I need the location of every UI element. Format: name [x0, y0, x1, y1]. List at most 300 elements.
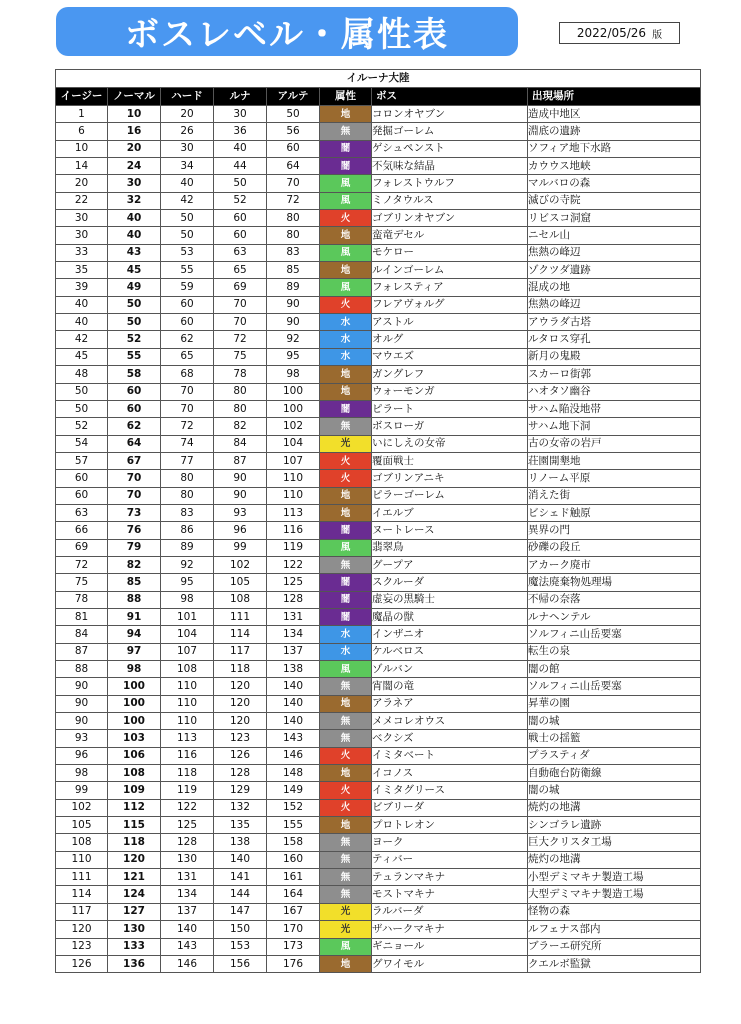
level-normal: 79 [108, 539, 161, 556]
level-normal: 60 [108, 383, 161, 400]
level-normal: 40 [108, 227, 161, 244]
level-ulti: 70 [267, 175, 320, 192]
level-luna: 114 [214, 626, 267, 643]
attribute-badge: 無 [320, 713, 372, 730]
location: ビシェド触原 [528, 504, 701, 521]
location: カウウス地峡 [528, 158, 701, 175]
level-hard: 42 [161, 192, 214, 209]
attribute-badge: 無 [320, 678, 372, 695]
table-row [56, 400, 701, 417]
table-row [56, 817, 701, 834]
attribute-badge: 闇 [320, 140, 372, 157]
level-normal: 50 [108, 296, 161, 313]
attribute-badge: 風 [320, 279, 372, 296]
location: 混成の地 [528, 279, 701, 296]
table-row [56, 591, 701, 608]
level-normal: 76 [108, 522, 161, 539]
level-ulti: 143 [267, 730, 320, 747]
boss-name: インザニオ [372, 626, 528, 643]
level-hard: 70 [161, 400, 214, 417]
attribute-badge: 風 [320, 938, 372, 955]
level-luna: 120 [214, 713, 267, 730]
level-easy: 60 [56, 487, 108, 504]
level-normal: 70 [108, 487, 161, 504]
attribute-badge: 地 [320, 227, 372, 244]
level-luna: 141 [214, 869, 267, 886]
level-easy: 20 [56, 175, 108, 192]
level-ulti: 119 [267, 539, 320, 556]
level-ulti: 56 [267, 123, 320, 140]
level-hard: 74 [161, 435, 214, 452]
boss-name: コロンオヤブン [372, 106, 528, 123]
level-easy: 66 [56, 522, 108, 539]
level-ulti: 158 [267, 834, 320, 851]
level-luna: 126 [214, 747, 267, 764]
location: 淵底の遺跡 [528, 123, 701, 140]
level-easy: 1 [56, 106, 108, 123]
level-hard: 143 [161, 938, 214, 955]
table-row [56, 470, 701, 487]
level-ulti: 161 [267, 869, 320, 886]
level-hard: 60 [161, 296, 214, 313]
table-row [56, 938, 701, 955]
level-ulti: 125 [267, 574, 320, 591]
level-easy: 123 [56, 938, 108, 955]
level-ulti: 89 [267, 279, 320, 296]
level-luna: 52 [214, 192, 267, 209]
table-row [56, 903, 701, 920]
attribute-badge: 水 [320, 314, 372, 331]
attribute-badge: 火 [320, 799, 372, 816]
boss-name: ウォーモンガ [372, 383, 528, 400]
level-hard: 50 [161, 227, 214, 244]
level-ulti: 176 [267, 955, 320, 972]
table-row [56, 574, 701, 591]
level-normal: 98 [108, 661, 161, 678]
level-hard: 89 [161, 539, 214, 556]
table-row [56, 626, 701, 643]
level-ulti: 107 [267, 452, 320, 469]
table-row [56, 851, 701, 868]
boss-name: ビブリーダ [372, 799, 528, 816]
level-normal: 124 [108, 886, 161, 903]
attribute-badge: 地 [320, 106, 372, 123]
version-box [559, 22, 680, 44]
level-luna: 30 [214, 106, 267, 123]
boss-name: ケルベロス [372, 643, 528, 660]
table-row [56, 886, 701, 903]
location: ソルフィニ山岳要塞 [528, 678, 701, 695]
boss-name: ザハークマキナ [372, 921, 528, 938]
level-hard: 95 [161, 574, 214, 591]
level-luna: 138 [214, 834, 267, 851]
attribute-badge: 無 [320, 886, 372, 903]
table-row [56, 713, 701, 730]
level-hard: 60 [161, 314, 214, 331]
location: 焼灼の地溝 [528, 799, 701, 816]
level-ulti: 128 [267, 591, 320, 608]
level-easy: 50 [56, 400, 108, 417]
table-row [56, 955, 701, 972]
level-normal: 88 [108, 591, 161, 608]
header-hard: ハード [161, 88, 214, 106]
level-ulti: 113 [267, 504, 320, 521]
level-easy: 45 [56, 348, 108, 365]
attribute-badge: 無 [320, 834, 372, 851]
boss-name: ガングレフ [372, 366, 528, 383]
attribute-badge: 無 [320, 869, 372, 886]
attribute-badge: 闇 [320, 522, 372, 539]
level-ulti: 173 [267, 938, 320, 955]
level-easy: 78 [56, 591, 108, 608]
level-hard: 104 [161, 626, 214, 643]
attribute-badge: 水 [320, 348, 372, 365]
level-normal: 97 [108, 643, 161, 660]
attribute-badge: 火 [320, 296, 372, 313]
level-normal: 62 [108, 418, 161, 435]
attribute-badge: 風 [320, 539, 372, 556]
attribute-badge: 地 [320, 366, 372, 383]
attribute-badge: 光 [320, 921, 372, 938]
attribute-badge: 闇 [320, 608, 372, 625]
level-luna: 72 [214, 331, 267, 348]
level-easy: 42 [56, 331, 108, 348]
level-hard: 107 [161, 643, 214, 660]
location: リビスコ洞窟 [528, 210, 701, 227]
boss-name: ミノタウルス [372, 192, 528, 209]
level-easy: 72 [56, 556, 108, 573]
level-normal: 55 [108, 348, 161, 365]
level-normal: 50 [108, 314, 161, 331]
level-normal: 85 [108, 574, 161, 591]
boss-name: オルグ [372, 331, 528, 348]
level-easy: 81 [56, 608, 108, 625]
location: ゾクツダ遺跡 [528, 262, 701, 279]
table-row [56, 556, 701, 573]
level-luna: 120 [214, 695, 267, 712]
boss-name: モケロー [372, 244, 528, 261]
boss-name: 虚妄の黒騎士 [372, 591, 528, 608]
level-luna: 123 [214, 730, 267, 747]
level-normal: 70 [108, 470, 161, 487]
boss-name: ゴブリンオヤブン [372, 210, 528, 227]
attribute-badge: 火 [320, 210, 372, 227]
level-ulti: 95 [267, 348, 320, 365]
level-normal: 108 [108, 765, 161, 782]
level-easy: 10 [56, 140, 108, 157]
table-row [56, 348, 701, 365]
level-luna: 82 [214, 418, 267, 435]
attribute-badge: 闇 [320, 158, 372, 175]
level-easy: 14 [56, 158, 108, 175]
level-ulti: 170 [267, 921, 320, 938]
attribute-badge: 水 [320, 643, 372, 660]
location: クエルボ監獄 [528, 955, 701, 972]
boss-name: アストル [372, 314, 528, 331]
table-row [56, 210, 701, 227]
level-ulti: 100 [267, 400, 320, 417]
attribute-badge: 闇 [320, 574, 372, 591]
level-normal: 67 [108, 452, 161, 469]
header-easy: イージー [56, 88, 108, 106]
level-ulti: 72 [267, 192, 320, 209]
header-location: 出現場所 [528, 88, 701, 106]
level-hard: 80 [161, 470, 214, 487]
level-normal: 103 [108, 730, 161, 747]
table-row [56, 192, 701, 209]
level-ulti: 134 [267, 626, 320, 643]
level-ulti: 146 [267, 747, 320, 764]
boss-name: ピラート [372, 400, 528, 417]
location: プラスティダ [528, 747, 701, 764]
level-luna: 147 [214, 903, 267, 920]
table-row [56, 730, 701, 747]
page-title-banner [56, 7, 518, 56]
location: 荘園開墾地 [528, 452, 701, 469]
level-hard: 72 [161, 418, 214, 435]
level-luna: 63 [214, 244, 267, 261]
level-luna: 60 [214, 227, 267, 244]
level-luna: 84 [214, 435, 267, 452]
attribute-badge: 闇 [320, 400, 372, 417]
table-row [56, 799, 701, 816]
level-normal: 91 [108, 608, 161, 625]
level-easy: 75 [56, 574, 108, 591]
level-hard: 116 [161, 747, 214, 764]
location: アウラダ古塔 [528, 314, 701, 331]
version-label: 版 [652, 29, 663, 41]
level-normal: 130 [108, 921, 161, 938]
boss-name: イミタグリース [372, 782, 528, 799]
level-hard: 119 [161, 782, 214, 799]
level-normal: 82 [108, 556, 161, 573]
location: ルタロス穿孔 [528, 331, 701, 348]
level-hard: 26 [161, 123, 214, 140]
level-luna: 36 [214, 123, 267, 140]
header-boss: ボス [372, 88, 528, 106]
location: シンゴラレ遺跡 [528, 817, 701, 834]
table-row [56, 695, 701, 712]
boss-name: グープア [372, 556, 528, 573]
level-hard: 34 [161, 158, 214, 175]
attribute-badge: 地 [320, 262, 372, 279]
level-ulti: 149 [267, 782, 320, 799]
level-luna: 40 [214, 140, 267, 157]
region-title: イルーナ大陸 [56, 70, 701, 88]
boss-name: ラルバーダ [372, 903, 528, 920]
level-luna: 99 [214, 539, 267, 556]
level-luna: 70 [214, 314, 267, 331]
level-ulti: 160 [267, 851, 320, 868]
table-row [56, 522, 701, 539]
level-luna: 87 [214, 452, 267, 469]
level-ulti: 167 [267, 903, 320, 920]
boss-name: 翡翠鳥 [372, 539, 528, 556]
table-row [56, 747, 701, 764]
location: 転生の泉 [528, 643, 701, 660]
attribute-badge: 火 [320, 470, 372, 487]
location: マルバロの森 [528, 175, 701, 192]
level-luna: 135 [214, 817, 267, 834]
table-row [56, 782, 701, 799]
level-hard: 30 [161, 140, 214, 157]
level-luna: 69 [214, 279, 267, 296]
level-hard: 53 [161, 244, 214, 261]
boss-name: いにしえの女帝 [372, 435, 528, 452]
location: ニセル山 [528, 227, 701, 244]
level-ulti: 80 [267, 227, 320, 244]
boss-name: ピラーゴーレム [372, 487, 528, 504]
table-row [56, 435, 701, 452]
level-luna: 90 [214, 487, 267, 504]
attribute-badge: 風 [320, 175, 372, 192]
attribute-badge: 地 [320, 504, 372, 521]
table-row [56, 487, 701, 504]
level-hard: 110 [161, 713, 214, 730]
level-easy: 40 [56, 314, 108, 331]
boss-table-body [56, 106, 701, 973]
table-row [56, 244, 701, 261]
level-easy: 33 [56, 244, 108, 261]
boss-name: ゴブリンアニキ [372, 470, 528, 487]
table-row [56, 383, 701, 400]
header-attribute: 属性 [320, 88, 372, 106]
level-ulti: 164 [267, 886, 320, 903]
attribute-badge: 風 [320, 192, 372, 209]
boss-name: イコノス [372, 765, 528, 782]
table-row [56, 661, 701, 678]
level-normal: 64 [108, 435, 161, 452]
table-row [56, 608, 701, 625]
level-easy: 57 [56, 452, 108, 469]
boss-name: 魔晶の獣 [372, 608, 528, 625]
boss-name: ルインゴーレム [372, 262, 528, 279]
boss-name: ヨーク [372, 834, 528, 851]
boss-name: グワイモル [372, 955, 528, 972]
level-hard: 125 [161, 817, 214, 834]
attribute-badge: 風 [320, 244, 372, 261]
level-luna: 117 [214, 643, 267, 660]
attribute-badge: 地 [320, 955, 372, 972]
level-normal: 73 [108, 504, 161, 521]
level-hard: 110 [161, 678, 214, 695]
level-easy: 102 [56, 799, 108, 816]
level-easy: 90 [56, 678, 108, 695]
location: サハム陥没地帯 [528, 400, 701, 417]
level-hard: 59 [161, 279, 214, 296]
level-luna: 153 [214, 938, 267, 955]
table-row [56, 123, 701, 140]
location: 古の女帝の岩戸 [528, 435, 701, 452]
level-hard: 101 [161, 608, 214, 625]
level-ulti: 90 [267, 314, 320, 331]
location: 焦熱の峰辺 [528, 244, 701, 261]
table-row [56, 262, 701, 279]
level-hard: 110 [161, 695, 214, 712]
level-normal: 109 [108, 782, 161, 799]
table-row [56, 834, 701, 851]
location: 巨大クリスタ工場 [528, 834, 701, 851]
attribute-badge: 無 [320, 851, 372, 868]
location: 造成中地区 [528, 106, 701, 123]
level-easy: 35 [56, 262, 108, 279]
boss-name: イミタベート [372, 747, 528, 764]
level-ulti: 50 [267, 106, 320, 123]
header-ulti: アルテ [267, 88, 320, 106]
level-ulti: 110 [267, 470, 320, 487]
level-ulti: 148 [267, 765, 320, 782]
level-hard: 62 [161, 331, 214, 348]
location: 怪物の森 [528, 903, 701, 920]
level-ulti: 138 [267, 661, 320, 678]
header-row [56, 88, 701, 106]
location: サハム地下洞 [528, 418, 701, 435]
level-ulti: 92 [267, 331, 320, 348]
level-hard: 83 [161, 504, 214, 521]
level-luna: 75 [214, 348, 267, 365]
attribute-badge: 地 [320, 487, 372, 504]
level-hard: 68 [161, 366, 214, 383]
level-luna: 78 [214, 366, 267, 383]
location: 不帰の奈落 [528, 591, 701, 608]
version-date: 2022/05/26 [576, 26, 647, 40]
location: 消えた街 [528, 487, 701, 504]
level-easy: 39 [56, 279, 108, 296]
level-easy: 52 [56, 418, 108, 435]
table-row [56, 296, 701, 313]
level-luna: 96 [214, 522, 267, 539]
location: ソルフィニ山岳要塞 [528, 626, 701, 643]
level-luna: 111 [214, 608, 267, 625]
location: 焦熱の峰辺 [528, 296, 701, 313]
level-hard: 128 [161, 834, 214, 851]
table-row [56, 279, 701, 296]
level-luna: 156 [214, 955, 267, 972]
location: ハオタソ幽谷 [528, 383, 701, 400]
attribute-badge: 火 [320, 452, 372, 469]
level-normal: 16 [108, 123, 161, 140]
table-row [56, 678, 701, 695]
level-hard: 134 [161, 886, 214, 903]
level-luna: 118 [214, 661, 267, 678]
level-easy: 93 [56, 730, 108, 747]
attribute-badge: 火 [320, 782, 372, 799]
level-hard: 137 [161, 903, 214, 920]
level-ulti: 85 [267, 262, 320, 279]
boss-name: フォレスティア [372, 279, 528, 296]
boss-name: 発掘ゴーレム [372, 123, 528, 140]
level-luna: 144 [214, 886, 267, 903]
boss-name: マウエズ [372, 348, 528, 365]
boss-name: ゾルバン [372, 661, 528, 678]
level-ulti: 90 [267, 296, 320, 313]
level-normal: 112 [108, 799, 161, 816]
location: 滅びの寺院 [528, 192, 701, 209]
level-luna: 90 [214, 470, 267, 487]
location: アカーク廃市 [528, 556, 701, 573]
boss-name: フレアヴォルグ [372, 296, 528, 313]
level-luna: 140 [214, 851, 267, 868]
level-ulti: 140 [267, 695, 320, 712]
level-normal: 133 [108, 938, 161, 955]
table-row [56, 227, 701, 244]
boss-name: イエルブ [372, 504, 528, 521]
level-easy: 96 [56, 747, 108, 764]
table-row [56, 140, 701, 157]
level-luna: 60 [214, 210, 267, 227]
level-hard: 122 [161, 799, 214, 816]
level-easy: 90 [56, 695, 108, 712]
